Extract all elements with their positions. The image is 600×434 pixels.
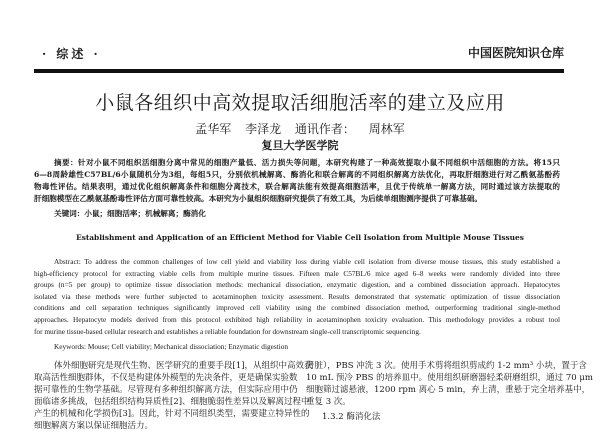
body-line: 细胞解离方案以保证细胞活力。 [34, 421, 154, 431]
body-left-column [34, 360, 313, 432]
abstract-cn-line: 6—8周龄雄性C57BL/6小鼠随机分为3组，每组5只，分别依机械解离、酶消化和联合解离的不同组织解离方法优化，再取肝细胞进行对乙酰氨基酚药 [34, 170, 560, 179]
abstract-cn-line: 物毒性评估。结果表明，通过优化组织解离条件和细胞分离技术，联合解离法能有效提高细胞活率，且优于传统单一解离方法，同时通过该方法提取的 [34, 182, 560, 191]
abstract-en-line: for murine tissue-based cellular research and establishes a reliable foundation for downstream single-cell transcriptomic sequencing. [34, 326, 421, 336]
body-line: 肾脏），PBS 冲洗 3 次。使用手术剪将组织剪成约 1-2 mm³ 小块，置于含 [306, 361, 587, 371]
authors: 孟华军 李泽龙 通讯作者： 周林军 [195, 122, 405, 136]
body-line: 据可靠性的生物学基础。尽管现有多种组织解离方法，但实际应用中仍 [34, 385, 298, 395]
keywords-en: Keywords: Mouse; Cell viability; Mechanical dissociation; Enzymatic digestion [54, 342, 289, 351]
abstract-en-line: isolated via these methods were further subjected to acetaminophen toxicity assessment. Results demonstrated that systematic optimization of tissue dissociation [34, 291, 560, 301]
article-title: 小鼠各组织中高效提取活细胞活率的建立及应用 [95, 92, 505, 114]
body-line: 产生的机械和化学损伤[3]。因此，针对不同组织类型，需要建立特异性的 [34, 409, 310, 419]
section-heading: 1.3.2 酶消化法 [322, 412, 381, 422]
abstract-en-line: groups (n=5 per group) to optimize tissue dissociation methods: mechanical dissociation, enzymatic digestion, and a combined dissociation approach. Hepatocytes [34, 280, 560, 290]
body-line: 10 mL 预冷 PBS 的培养皿中。使用组织研磨器轻柔研磨组织，通过 70 μm [306, 373, 593, 383]
abstract-en-line: approaches. Hepatocyte models derived from this protocol exhibited high reliability in acetaminophen toxicity evaluation. This methodology provides a robust tool [34, 314, 560, 324]
abstract-cn-line: 肝细胞模型在乙酰氨基酚毒性评估方面可靠性较高。本研究为小鼠组织细胞研究提供了有效工具，为后续单细胞测序提供了可靠基础。 [34, 194, 483, 203]
abstract-en-line: Abstract: To address the common challenges of low cell yield and viability loss during viable cell isolation from diverse mouse tissues, this study established a [54, 257, 560, 266]
body-line: 细胞筛过滤悬液，1200 rpm 离心 5 min，弃上清，重悬于完全培养基中， [306, 385, 591, 395]
journal-source: 中国医院知识仓库 [467, 46, 564, 60]
affiliation: 复旦大学医学院 [261, 139, 339, 152]
header-divider [34, 69, 564, 73]
body-line: 体外细胞研究是现代生物、医学研究的重要手段[1]，从组织中高效获 [54, 361, 313, 371]
abstract-en-line: conditions and cell separation techniques significantly improved cell viability using the combined dissociation method, outperforming traditional single-method [34, 303, 560, 313]
abstract-cn [34, 157, 560, 205]
abstract-en [34, 256, 560, 337]
english-title: Establishment and Application of an Efficient Method for Viable Cell Isolation from Multiple Mouse Tissues [76, 233, 524, 242]
journal-section-label: · 综述 · [42, 47, 101, 61]
keywords-cn: 关键词：小鼠；细胞活率；机械解离；酶消化 [54, 209, 206, 218]
abstract-cn-line: 摘要：针对小鼠不同组织活细胞分离中常见的细胞产量低、活力损失等问题，本研究构建了一种高效提取小鼠不同组织中活细胞的方法。将15只 [54, 158, 560, 167]
body-line: 重复 3 次。 [306, 397, 351, 407]
abstract-en-line: high-efficiency protocol for extracting viable cells from multiple murine tissues. Fifteen male C57BL/6 mice aged 6–8 weeks were randomly divided into three [34, 268, 560, 278]
body-right-column [306, 360, 593, 408]
body-line: 面临诸多挑战，包括组织结构异质性[2]、细胞脆弱性差异以及解离过程中 [34, 397, 310, 407]
body-line: 取高活性细胞群体，不仅是构建体外模型的先决条件，更是确保实验数 [34, 373, 298, 383]
